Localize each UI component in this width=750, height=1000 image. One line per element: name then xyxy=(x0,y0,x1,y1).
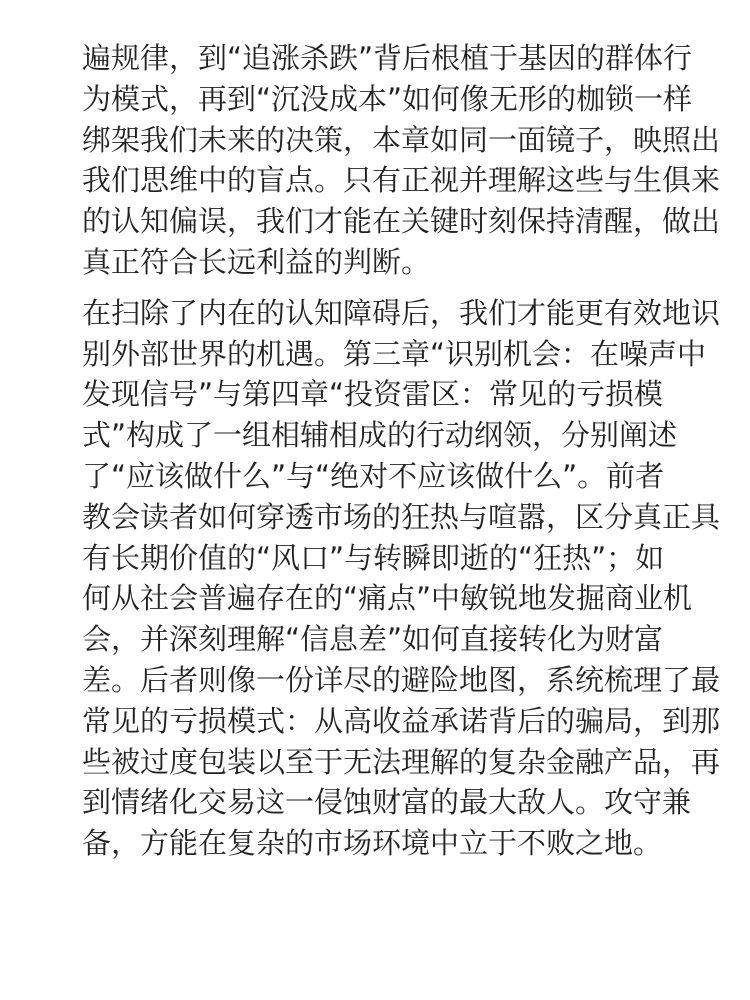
text-line: 有长期价值的“风口”与转瞬即逝的“狂热”；如 xyxy=(82,540,665,575)
text-line: 何从社会普遍存在的“痛点”中敏锐地发掘商业机 xyxy=(82,581,693,616)
text-line: 了“应该做什么”与“绝对不应该做什么”。前者 xyxy=(82,458,665,493)
text-line: 常见的亏损模式：从高收益承诺背后的骗局，到那 xyxy=(82,703,721,738)
text-line: 绑架我们未来的决策，本章如同一面镜子，映照出 xyxy=(82,122,721,157)
text-line: 教会读者如何穿透市场的狂热与喧嚣，区分真正具 xyxy=(82,499,721,534)
text-line: 为模式，再到“沉没成本”如何像无形的枷锁一样 xyxy=(82,81,693,116)
text-line: 我们思维中的盲点。只有正视并理解这些与生俱来 xyxy=(82,163,721,198)
text-line: 遍规律，到“追涨杀跌”背后根植于基因的群体行 xyxy=(82,41,693,75)
text-line: 差。后者则像一份详尽的避险地图，系统梳理了最 xyxy=(82,662,721,697)
text-line: 别外部世界的机遇。第三章“识别机会：在噪声中 xyxy=(82,336,707,371)
text-line: 备，方能在复杂的市场环境中立于不败之地。 xyxy=(82,826,663,861)
text-line: 会，并深刻理解“信息差”如何直接转化为财富 xyxy=(82,622,664,657)
text-line: 到情绪化交易这一侵蚀财富的最大敌人。攻守兼 xyxy=(82,785,692,820)
paragraph-1 xyxy=(82,38,721,283)
text-line: 的认知偏误，我们才能在关键时刻保持清醒，做出 xyxy=(82,204,721,239)
text-line: 在扫除了内在的认知障碍后，我们才能更有效地识 xyxy=(82,295,721,330)
body-text xyxy=(82,38,721,864)
text-line: 式”构成了一组相辅相成的行动纲领，分别阐述 xyxy=(82,418,678,453)
text-line: 发现信号”与第四章“投资雷区：常见的亏损模 xyxy=(82,377,664,412)
text-line: 些被过度包装以至于无法理解的复杂金融产品，再 xyxy=(82,744,721,779)
text-line: 真正符合长远利益的判断。 xyxy=(82,244,431,279)
paragraph-2 xyxy=(82,293,721,864)
